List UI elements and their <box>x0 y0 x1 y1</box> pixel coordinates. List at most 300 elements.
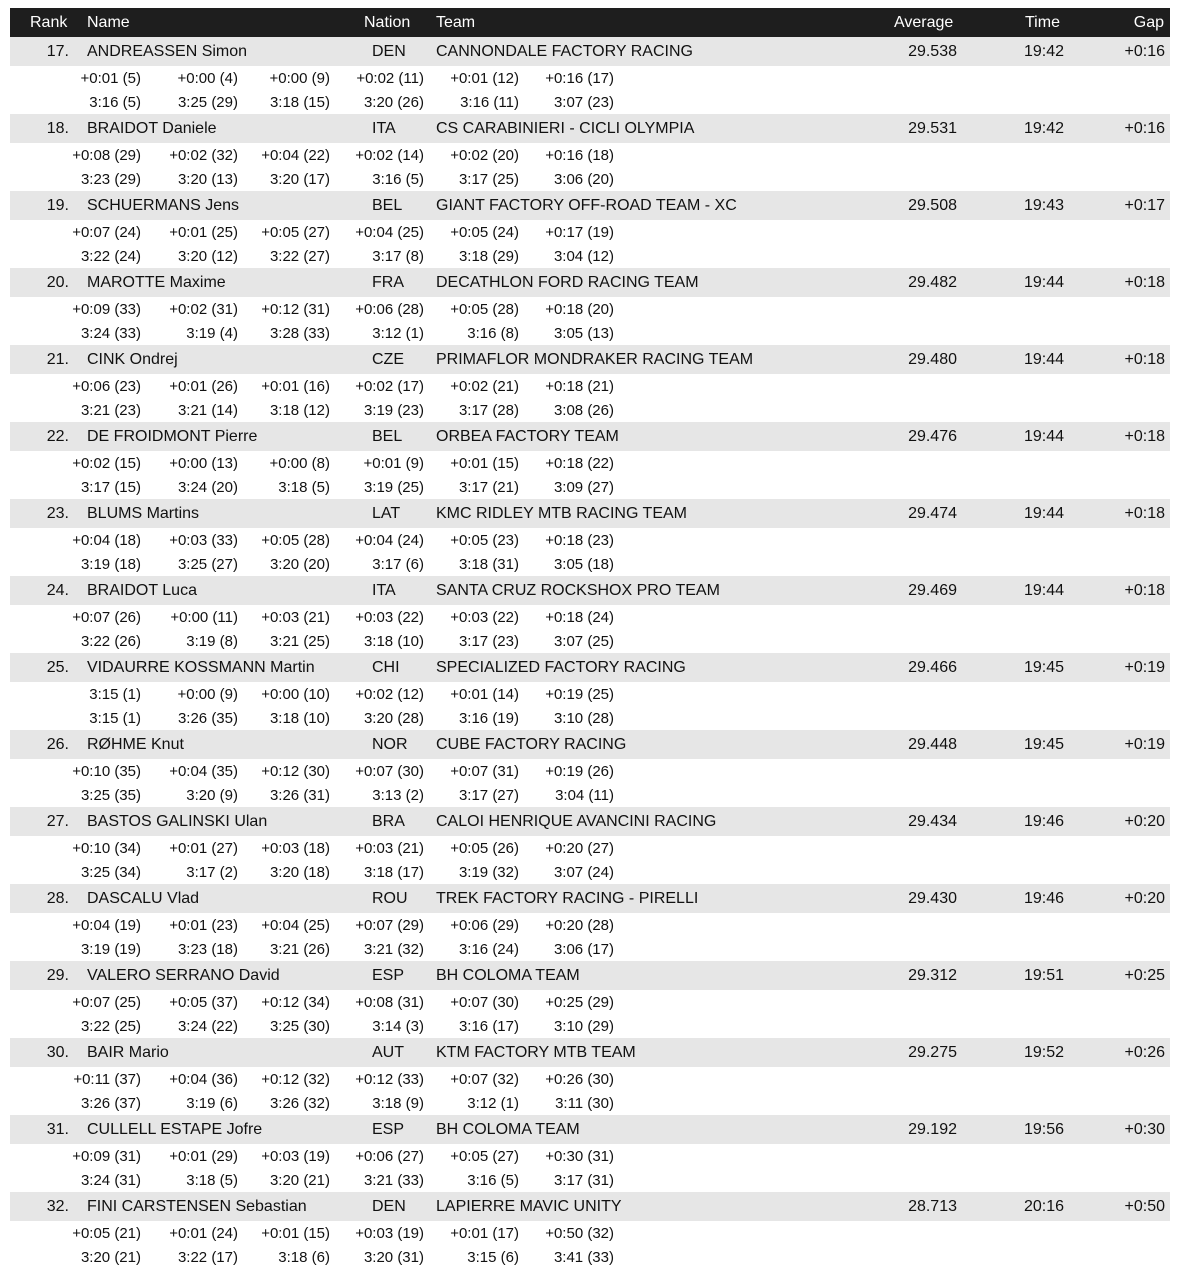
rider-splits <box>10 913 1170 961</box>
split-lap-time: 3:17 (25) <box>458 171 519 188</box>
rider-entry <box>10 1192 1170 1269</box>
split-lap-time: 3:25 (34) <box>80 864 141 881</box>
rider-average: 29.482 <box>908 274 957 291</box>
split-gap: +0:07 (29) <box>355 917 424 934</box>
rider-gap: +0:19 <box>1124 736 1165 753</box>
rider-splits <box>10 374 1170 422</box>
split-lap-time: 3:18 (15) <box>269 94 330 111</box>
rider-time: 19:44 <box>1023 582 1064 599</box>
rider-average: 29.434 <box>908 813 957 830</box>
rider-team: CALOI HENRIQUE AVANCINI RACING <box>436 813 717 830</box>
rider-nation: LAT <box>372 505 401 522</box>
split-gap: +0:03 (18) <box>261 840 330 857</box>
split-lap-time: 3:09 (27) <box>553 479 614 496</box>
split-lap-time: 3:17 (27) <box>458 787 519 804</box>
split-gap: +0:16 (18) <box>545 147 614 164</box>
rider-summary-row <box>10 807 1170 836</box>
split-gap: +0:50 (32) <box>545 1225 614 1242</box>
rider-splits <box>10 836 1170 884</box>
split-gap: +0:07 (26) <box>72 609 141 626</box>
split-gap: +0:12 (32) <box>261 1071 330 1088</box>
split-lap-time: 3:26 (31) <box>269 787 330 804</box>
split-lap-time: 3:16 (8) <box>467 325 519 342</box>
split-gap: +0:17 (19) <box>545 224 614 241</box>
split-gap: +0:04 (18) <box>72 532 141 549</box>
rider-nation: ITA <box>372 120 396 137</box>
rider-gap: +0:18 <box>1124 274 1165 291</box>
rider-summary-row <box>10 345 1170 374</box>
split-gap: +0:12 (34) <box>261 994 330 1011</box>
rider-nation: DEN <box>372 43 406 60</box>
split-lap-time: 3:20 (12) <box>177 248 238 265</box>
split-lap-time: 3:22 (26) <box>80 633 141 650</box>
split-gap: +0:12 (30) <box>261 763 330 780</box>
rider-splits <box>10 1067 1170 1115</box>
split-lap-time: 3:16 (5) <box>89 94 141 111</box>
split-lap-time: 3:19 (19) <box>80 941 141 958</box>
rider-team: PRIMAFLOR MONDRAKER RACING TEAM <box>436 351 754 368</box>
rider-time: 19:43 <box>1023 197 1064 214</box>
rider-entry <box>10 37 1170 114</box>
split-lap-time: 3:26 (32) <box>269 1095 330 1112</box>
split-gap: +0:20 (27) <box>545 840 614 857</box>
rider-nation: FRA <box>372 274 404 291</box>
rider-entry <box>10 114 1170 191</box>
split-gap: +0:18 (21) <box>545 378 614 395</box>
split-gap: +0:01 (5) <box>80 70 141 87</box>
rider-nation: CZE <box>372 351 404 368</box>
rider-team: ORBEA FACTORY TEAM <box>436 428 619 445</box>
split-lap-time: 3:25 (27) <box>177 556 238 573</box>
split-lap-time: 3:17 (21) <box>458 479 519 496</box>
split-lap-time: 3:41 (33) <box>553 1249 614 1266</box>
split-lap-time: 3:07 (25) <box>553 633 614 650</box>
rider-summary-row <box>10 653 1170 682</box>
rider-summary-row <box>10 499 1170 528</box>
rider-entry <box>10 961 1170 1038</box>
split-gap: +0:04 (35) <box>169 763 238 780</box>
split-lap-time: 3:16 (11) <box>460 94 519 111</box>
rider-summary-row <box>10 730 1170 759</box>
rider-gap: +0:18 <box>1124 505 1165 522</box>
rider-average: 29.192 <box>908 1121 957 1138</box>
rider-time: 19:42 <box>1023 43 1064 60</box>
split-gap: +0:18 (24) <box>545 609 614 626</box>
split-lap-time: 3:24 (22) <box>177 1018 238 1035</box>
split-gap: +0:06 (28) <box>355 301 424 318</box>
rider-gap: +0:30 <box>1124 1121 1165 1138</box>
split-lap-time: 3:18 (5) <box>278 479 330 496</box>
split-lap-time: 3:17 (15) <box>80 479 141 496</box>
rider-time: 19:45 <box>1023 736 1064 753</box>
split-lap-time: 3:23 (18) <box>177 941 238 958</box>
split-lap-time: 3:20 (21) <box>80 1249 141 1266</box>
split-lap-time: 3:28 (33) <box>269 325 330 342</box>
split-gap: +0:01 (23) <box>169 917 238 934</box>
rider-team: KTM FACTORY MTB TEAM <box>436 1044 636 1061</box>
split-lap-time: 3:19 (23) <box>363 402 424 419</box>
split-gap: +0:12 (31) <box>261 301 330 318</box>
split-lap-time: 3:17 (23) <box>458 633 519 650</box>
rider-summary-row <box>10 191 1170 220</box>
split-lap-time: 3:17 (28) <box>458 402 519 419</box>
split-lap-time: 3:26 (37) <box>80 1095 141 1112</box>
rider-rank: 27. <box>46 813 69 830</box>
split-gap: +0:03 (19) <box>355 1225 424 1242</box>
split-lap-time: 3:04 (12) <box>553 248 614 265</box>
rider-rank: 18. <box>46 120 69 137</box>
rider-summary-row <box>10 884 1170 913</box>
split-lap-time: 3:07 (24) <box>553 864 614 881</box>
split-gap: +0:07 (30) <box>450 994 519 1011</box>
rider-time: 19:46 <box>1023 890 1064 907</box>
rider-rank: 17. <box>46 43 69 60</box>
split-lap-time: 3:16 (5) <box>372 171 424 188</box>
split-gap: +0:05 (27) <box>261 224 330 241</box>
rider-team: BH COLOMA TEAM <box>436 967 580 984</box>
rider-average: 29.448 <box>908 736 957 753</box>
rider-time: 19:45 <box>1023 659 1064 676</box>
split-gap: +0:08 (31) <box>355 994 424 1011</box>
split-lap-time: 3:24 (20) <box>177 479 238 496</box>
rider-rank: 19. <box>46 197 69 214</box>
split-lap-time: 3:16 (24) <box>458 941 519 958</box>
split-gap: +0:01 (15) <box>450 455 519 472</box>
split-lap-time: 3:17 (8) <box>372 248 424 265</box>
split-gap: +0:04 (25) <box>355 224 424 241</box>
rider-average: 28.713 <box>908 1198 957 1215</box>
split-gap: +0:01 (16) <box>261 378 330 395</box>
rider-name: ANDREASSEN Simon <box>87 43 248 60</box>
split-gap: +0:18 (23) <box>545 532 614 549</box>
split-gap: +0:00 (13) <box>169 455 238 472</box>
split-lap-time: 3:18 (29) <box>458 248 519 265</box>
rider-splits <box>10 528 1170 576</box>
rider-summary-row <box>10 576 1170 605</box>
split-gap: +0:06 (27) <box>355 1148 424 1165</box>
rider-average: 29.476 <box>908 428 957 445</box>
split-gap: +0:01 (9) <box>363 455 424 472</box>
rider-time: 19:52 <box>1023 1044 1064 1061</box>
split-gap: +0:02 (21) <box>450 378 519 395</box>
split-lap-time: 3:19 (6) <box>186 1095 238 1112</box>
split-gap: +0:07 (30) <box>355 763 424 780</box>
split-gap: +0:10 (34) <box>72 840 141 857</box>
rider-team: KMC RIDLEY MTB RACING TEAM <box>436 505 687 522</box>
rider-time: 19:51 <box>1023 967 1064 984</box>
split-gap: +0:07 (24) <box>72 224 141 241</box>
rider-gap: +0:26 <box>1124 1044 1165 1061</box>
split-gap: +0:03 (21) <box>261 609 330 626</box>
rider-average: 29.531 <box>908 120 957 137</box>
split-lap-time: 3:20 (20) <box>269 556 330 573</box>
split-gap: +0:09 (31) <box>72 1148 141 1165</box>
split-gap: +0:00 (8) <box>269 455 330 472</box>
rider-entry <box>10 422 1170 499</box>
split-lap-time: 3:24 (31) <box>80 1172 141 1189</box>
split-gap: +0:05 (28) <box>261 532 330 549</box>
rider-summary-row <box>10 1192 1170 1221</box>
split-lap-time: 3:20 (18) <box>269 864 330 881</box>
rider-splits <box>10 66 1170 114</box>
split-gap: +0:02 (12) <box>355 686 424 703</box>
split-gap: +0:01 (17) <box>450 1225 519 1242</box>
rider-time: 19:44 <box>1023 505 1064 522</box>
split-lap-time: 3:26 (35) <box>177 710 238 727</box>
rider-team: SPECIALIZED FACTORY RACING <box>436 659 686 676</box>
split-lap-time: 3:21 (33) <box>363 1172 424 1189</box>
rider-average: 29.312 <box>908 967 957 984</box>
rider-gap: +0:18 <box>1124 428 1165 445</box>
split-lap-time: 3:21 (14) <box>177 402 238 419</box>
split-lap-time: 3:06 (20) <box>553 171 614 188</box>
split-lap-time: 3:16 (19) <box>458 710 519 727</box>
split-gap: +0:01 (14) <box>450 686 519 703</box>
rider-entry <box>10 1038 1170 1115</box>
split-lap-time: 3:22 (27) <box>269 248 330 265</box>
split-gap: +0:04 (25) <box>261 917 330 934</box>
rider-nation: AUT <box>372 1044 404 1061</box>
rider-team: CUBE FACTORY RACING <box>436 736 627 753</box>
rider-summary-row <box>10 961 1170 990</box>
split-lap-time: 3:21 (26) <box>269 941 330 958</box>
split-lap-time: 3:25 (29) <box>177 94 238 111</box>
split-lap-time: 3:18 (10) <box>269 710 330 727</box>
split-gap: +0:01 (27) <box>169 840 238 857</box>
rider-average: 29.508 <box>908 197 957 214</box>
rider-splits <box>10 451 1170 499</box>
header-team: Team <box>436 14 476 31</box>
split-lap-time: 3:20 (17) <box>269 171 330 188</box>
split-gap: +0:18 (22) <box>545 455 614 472</box>
split-gap: +0:02 (14) <box>355 147 424 164</box>
rider-summary-row <box>10 1115 1170 1144</box>
split-lap-time: 3:20 (28) <box>363 710 424 727</box>
rider-name: BRAIDOT Daniele <box>87 120 217 137</box>
split-gap: +0:05 (28) <box>450 301 519 318</box>
header-average: Average <box>894 14 954 31</box>
split-lap-time: 3:11 (30) <box>555 1095 614 1112</box>
rider-summary-row <box>10 1038 1170 1067</box>
split-gap: +0:05 (37) <box>169 994 238 1011</box>
rider-nation: ITA <box>372 582 396 599</box>
split-gap: +0:19 (26) <box>545 763 614 780</box>
rider-rank: 24. <box>46 582 69 599</box>
split-lap-time: 3:20 (26) <box>363 94 424 111</box>
rider-name: VALERO SERRANO David <box>87 967 280 984</box>
header-gap: Gap <box>1133 14 1164 31</box>
split-gap: +0:05 (26) <box>450 840 519 857</box>
rider-time: 19:44 <box>1023 428 1064 445</box>
header-nation: Nation <box>364 14 411 31</box>
split-gap: +0:02 (15) <box>72 455 141 472</box>
rider-gap: +0:18 <box>1124 582 1165 599</box>
rider-gap: +0:20 <box>1124 890 1165 907</box>
split-lap-time: 3:05 (18) <box>553 556 614 573</box>
split-lap-time: 3:20 (21) <box>269 1172 330 1189</box>
split-lap-time: 3:15 (6) <box>467 1249 519 1266</box>
split-gap: +0:05 (27) <box>450 1148 519 1165</box>
split-gap: +0:03 (33) <box>169 532 238 549</box>
rider-name: FINI CARSTENSEN Sebastian <box>87 1198 307 1215</box>
rider-rank: 25. <box>46 659 69 676</box>
header-rank: Rank <box>30 14 68 31</box>
split-gap: +0:03 (22) <box>355 609 424 626</box>
split-lap-time: 3:20 (31) <box>363 1249 424 1266</box>
rider-name: MAROTTE Maxime <box>87 274 226 291</box>
rider-time: 19:42 <box>1023 120 1064 137</box>
rider-entry <box>10 884 1170 961</box>
split-lap-time: 3:18 (9) <box>372 1095 424 1112</box>
split-gap: +0:01 (29) <box>169 1148 238 1165</box>
rider-team: SANTA CRUZ ROCKSHOX PRO TEAM <box>436 582 720 599</box>
split-gap: +0:11 (37) <box>73 1071 141 1088</box>
rider-entry <box>10 345 1170 422</box>
rider-time: 20:16 <box>1023 1198 1064 1215</box>
split-gap: +0:01 (26) <box>169 378 238 395</box>
split-lap-time: 3:20 (13) <box>177 171 238 188</box>
split-gap: +0:00 (9) <box>177 686 238 703</box>
rider-nation: ESP <box>372 1121 405 1138</box>
rider-average: 29.469 <box>908 582 957 599</box>
rider-nation: NOR <box>372 736 408 753</box>
split-lap-time: 3:25 (35) <box>80 787 141 804</box>
split-gap: +0:05 (23) <box>450 532 519 549</box>
split-lap-time: 3:18 (31) <box>458 556 519 573</box>
split-gap: +0:12 (33) <box>355 1071 424 1088</box>
rider-splits <box>10 990 1170 1038</box>
split-lap-time: 3:18 (12) <box>269 402 330 419</box>
rider-name: BAIR Mario <box>87 1044 169 1061</box>
rider-name: CULLELL ESTAPE Jofre <box>87 1121 263 1138</box>
rider-average: 29.275 <box>908 1044 957 1061</box>
rider-name: BLUMS Martins <box>87 505 200 522</box>
rider-nation: BEL <box>372 197 403 214</box>
split-lap-time: 3:04 (11) <box>555 787 614 804</box>
rider-rank: 32. <box>46 1198 69 1215</box>
rider-time: 19:44 <box>1023 351 1064 368</box>
split-gap: +0:06 (29) <box>450 917 519 934</box>
rider-rank: 31. <box>46 1121 69 1138</box>
rider-name: VIDAURRE KOSSMANN Martin <box>87 659 315 676</box>
split-lap-time: 3:15 (1) <box>89 710 141 727</box>
rider-entry <box>10 653 1170 730</box>
split-lap-time: 3:23 (29) <box>80 171 141 188</box>
split-lap-time: 3:07 (23) <box>553 94 614 111</box>
rider-team: LAPIERRE MAVIC UNITY <box>436 1198 622 1215</box>
split-lap-time: 3:08 (26) <box>553 402 614 419</box>
rider-rank: 26. <box>46 736 69 753</box>
split-lap-time: 3:22 (24) <box>80 248 141 265</box>
header-time: Time <box>1025 14 1060 31</box>
split-gap: +0:01 (15) <box>261 1225 330 1242</box>
split-lap-time: 3:17 (6) <box>372 556 424 573</box>
rider-gap: +0:19 <box>1124 659 1165 676</box>
rider-gap: +0:16 <box>1124 120 1165 137</box>
split-gap: 3:15 (1) <box>89 686 141 703</box>
split-lap-time: 3:17 (31) <box>553 1172 614 1189</box>
split-gap: +0:02 (31) <box>169 301 238 318</box>
split-lap-time: 3:19 (32) <box>458 864 519 881</box>
split-lap-time: 3:18 (17) <box>363 864 424 881</box>
rider-splits <box>10 220 1170 268</box>
rider-nation: BRA <box>372 813 405 830</box>
split-gap: +0:00 (4) <box>177 70 238 87</box>
rider-rank: 23. <box>46 505 69 522</box>
rider-rank: 20. <box>46 274 69 291</box>
rider-entry <box>10 730 1170 807</box>
split-lap-time: 3:24 (33) <box>80 325 141 342</box>
rider-summary-row <box>10 268 1170 297</box>
rider-gap: +0:17 <box>1124 197 1165 214</box>
split-gap: +0:02 (17) <box>355 378 424 395</box>
rider-summary-row <box>10 422 1170 451</box>
split-gap: +0:08 (29) <box>72 147 141 164</box>
split-gap: +0:04 (24) <box>355 532 424 549</box>
split-gap: +0:30 (31) <box>545 1148 614 1165</box>
rider-entry <box>10 191 1170 268</box>
rider-entry <box>10 1115 1170 1192</box>
rider-team: GIANT FACTORY OFF-ROAD TEAM - XC <box>436 197 737 214</box>
split-gap: +0:06 (23) <box>72 378 141 395</box>
split-gap: +0:07 (25) <box>72 994 141 1011</box>
split-lap-time: 3:21 (25) <box>269 633 330 650</box>
split-lap-time: 3:12 (1) <box>372 325 424 342</box>
rider-name: BASTOS GALINSKI Ulan <box>87 813 268 830</box>
rider-splits <box>10 143 1170 191</box>
rider-rank: 28. <box>46 890 69 907</box>
split-gap: +0:03 (19) <box>261 1148 330 1165</box>
rider-splits <box>10 1221 1170 1269</box>
split-lap-time: 3:20 (9) <box>186 787 238 804</box>
rider-splits <box>10 759 1170 807</box>
split-lap-time: 3:12 (1) <box>467 1095 519 1112</box>
split-gap: +0:26 (30) <box>545 1071 614 1088</box>
split-lap-time: 3:14 (3) <box>372 1018 424 1035</box>
split-lap-time: 3:16 (17) <box>458 1018 519 1035</box>
rider-summary-row <box>10 37 1170 66</box>
header-name: Name <box>87 14 130 31</box>
rider-rank: 21. <box>46 351 69 368</box>
rider-name: RØHME Knut <box>87 736 184 753</box>
rider-splits <box>10 1144 1170 1192</box>
split-lap-time: 3:06 (17) <box>553 941 614 958</box>
rider-entry <box>10 268 1170 345</box>
split-lap-time: 3:17 (2) <box>186 864 238 881</box>
split-lap-time: 3:05 (13) <box>553 325 614 342</box>
rider-name: DASCALU Vlad <box>87 890 200 907</box>
split-lap-time: 3:10 (28) <box>553 710 614 727</box>
rider-name: SCHUERMANS Jens <box>87 197 240 214</box>
split-lap-time: 3:22 (17) <box>177 1249 238 1266</box>
split-lap-time: 3:19 (18) <box>80 556 141 573</box>
rider-name: CINK Ondrej <box>87 351 178 368</box>
split-gap: +0:03 (21) <box>355 840 424 857</box>
split-lap-time: 3:16 (5) <box>467 1172 519 1189</box>
rider-time: 19:44 <box>1023 274 1064 291</box>
rider-team: CANNONDALE FACTORY RACING <box>436 43 693 60</box>
rider-gap: +0:25 <box>1124 967 1165 984</box>
split-lap-time: 3:18 (6) <box>278 1249 330 1266</box>
rider-time: 19:56 <box>1023 1121 1064 1138</box>
split-gap: +0:02 (11) <box>356 70 424 87</box>
split-lap-time: 3:21 (32) <box>363 941 424 958</box>
split-gap: +0:01 (25) <box>169 224 238 241</box>
split-gap: +0:16 (17) <box>545 70 614 87</box>
split-gap: +0:04 (22) <box>261 147 330 164</box>
rider-splits <box>10 605 1170 653</box>
rider-entry <box>10 576 1170 653</box>
